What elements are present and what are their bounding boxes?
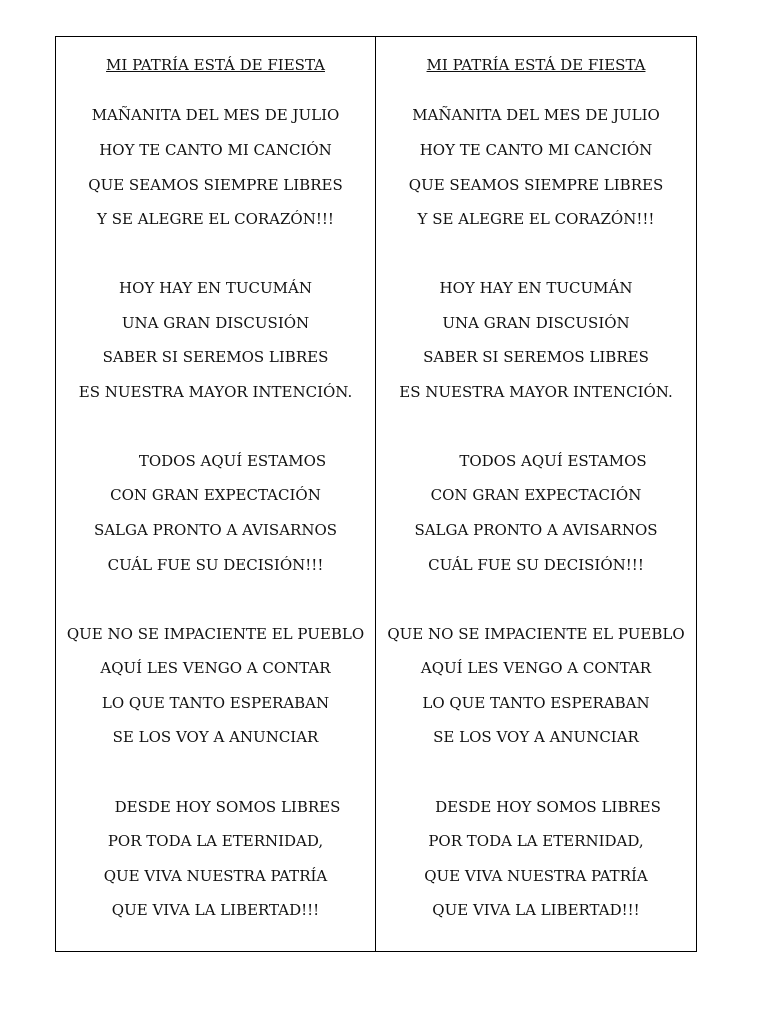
poem-line: SABER SI SEREMOS LIBRES xyxy=(423,348,649,366)
poem-line: HOY TE CANTO MI CANCIÓN xyxy=(99,141,332,159)
poem-column-left xyxy=(56,36,375,952)
poem-title: MI PATRÍA ESTÁ DE FIESTA xyxy=(106,56,325,74)
poem-line: MAÑANITA DEL MES DE JULIO xyxy=(412,106,660,124)
poem-line: HOY HAY EN TUCUMÁN xyxy=(439,279,633,297)
poem-line: HOY HAY EN TUCUMÁN xyxy=(119,279,312,297)
poem-line: HOY TE CANTO MI CANCIÓN xyxy=(419,141,653,159)
poem-line: UNA GRAN DISCUSIÓN xyxy=(442,314,630,332)
poem-line: QUE SEAMOS SIEMPRE LIBRES xyxy=(88,176,343,194)
poem-line: AQUÍ LES VENGO A CONTAR xyxy=(100,659,331,677)
poem-line: LO QUE TANTO ESPERABAN xyxy=(422,694,650,712)
poem-line: QUE VIVA NUESTRA PATRÍA xyxy=(103,867,328,885)
poem-line: AQUÍ LES VENGO A CONTAR xyxy=(420,659,652,677)
poem-column-right xyxy=(376,36,696,952)
poem-line: SE LOS VOY A ANUNCIAR xyxy=(112,728,319,746)
poem-line: QUE VIVA NUESTRA PATRÍA xyxy=(424,867,648,885)
poem-title: MI PATRÍA ESTÁ DE FIESTA xyxy=(426,56,646,74)
poem-line: POR TODA LA ETERNIDAD, xyxy=(107,832,324,850)
poem-line: QUE VIVA LA LIBERTAD!!! xyxy=(432,901,640,919)
poem-line: CUÁL FUE SU DECISIÓN!!! xyxy=(428,556,644,574)
poem-line: CON GRAN EXPECTACIÓN xyxy=(110,486,321,504)
poem-line: QUE VIVA LA LIBERTAD!!! xyxy=(111,901,320,919)
poem-line: ES NUESTRA MAYOR INTENCIÓN. xyxy=(399,383,673,401)
poem-line: SALGA PRONTO A AVISARNOS xyxy=(414,521,658,539)
poem-line: TODOS AQUÍ ESTAMOS xyxy=(459,452,647,470)
poem-line: DESDE HOY SOMOS LIBRES xyxy=(435,798,661,816)
poem-line: ES NUESTRA MAYOR INTENCIÓN. xyxy=(78,383,353,401)
poem-line: QUE NO SE IMPACIENTE EL PUEBLO xyxy=(387,625,685,643)
poem-line: DESDE HOY SOMOS LIBRES xyxy=(114,798,341,816)
poem-line: Y SE ALEGRE EL CORAZÓN!!! xyxy=(97,210,334,228)
poem-line: SALGA PRONTO A AVISARNOS xyxy=(93,521,338,539)
poem-line: QUE NO SE IMPACIENTE EL PUEBLO xyxy=(66,625,365,643)
poem-line: SE LOS VOY A ANUNCIAR xyxy=(433,728,639,746)
poem-line: TODOS AQUÍ ESTAMOS xyxy=(138,452,327,470)
poem-line: LO QUE TANTO ESPERABAN xyxy=(101,694,330,712)
poem-line: CON GRAN EXPECTACIÓN xyxy=(430,486,642,504)
poem-line: Y SE ALEGRE EL CORAZÓN!!! xyxy=(417,210,655,228)
poem-line: QUE SEAMOS SIEMPRE LIBRES xyxy=(408,176,664,194)
poem-line: MAÑANITA DEL MES DE JULIO xyxy=(91,106,340,124)
poem-line: SABER SI SEREMOS LIBRES xyxy=(102,348,329,366)
poem-line: CUÁL FUE SU DECISIÓN!!! xyxy=(107,556,324,574)
poem-line: POR TODA LA ETERNIDAD, xyxy=(428,832,644,850)
poem-line: UNA GRAN DISCUSIÓN xyxy=(121,314,310,332)
